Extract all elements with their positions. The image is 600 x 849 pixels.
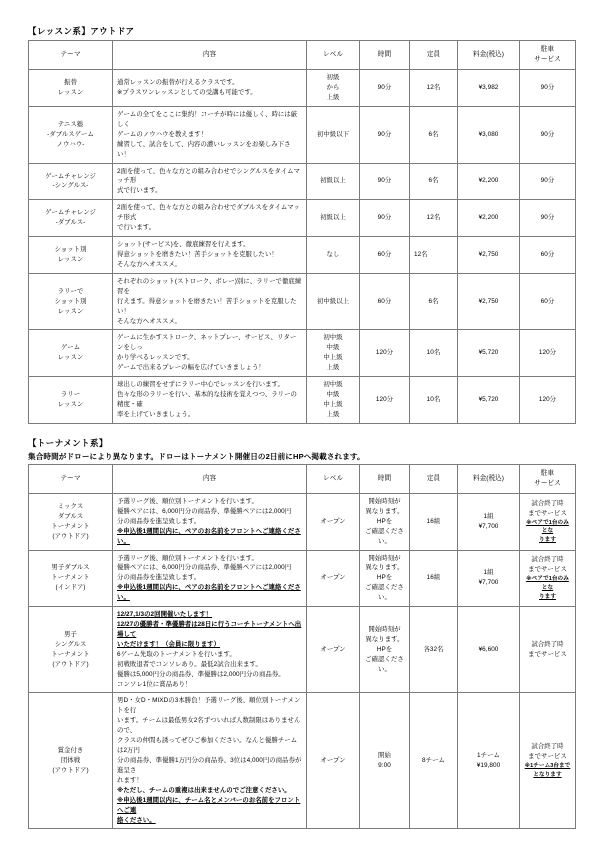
cell-content-line: 6ゲーム先取のトーナメントを行います。 xyxy=(117,650,236,658)
cell-content xyxy=(113,200,307,237)
cell-theme xyxy=(29,377,113,424)
cell-level-line: 中級 xyxy=(326,391,340,399)
cell-level-line: 上級 xyxy=(326,364,340,372)
table-row xyxy=(29,163,576,200)
cell-parking-line: 試合終了時 xyxy=(531,743,564,751)
header-capacity: 定員 xyxy=(410,464,458,493)
cell-capacity: 6名 xyxy=(410,273,458,330)
cell-content-line: 予選リーグ後、順位別トーナメントを行います。 xyxy=(117,554,258,562)
cell-content-line: ゲームに生かすストローク、ネットプレー、サービス、リターンをしっ xyxy=(117,334,297,352)
cell-parking: 120分 xyxy=(520,377,576,424)
cell-capacity: 6名 xyxy=(410,163,458,200)
cell-theme-line: (アウトドア) xyxy=(52,532,89,540)
cell-level-line: なし xyxy=(326,251,340,259)
cell-theme-line: ミックス xyxy=(57,502,84,510)
cell-theme-line: -シングルス- xyxy=(52,182,89,190)
cell-theme-line: ダブルス xyxy=(57,512,84,520)
header-content: 内容 xyxy=(113,41,307,70)
cell-content-line: ※申込後1週間以内に、ペアのお名前をフロントへご連絡ください。 xyxy=(117,584,301,602)
cell-parking-line: となります xyxy=(533,771,562,778)
section-spacer xyxy=(28,424,575,438)
cell-theme-line: トーナメント xyxy=(51,522,90,530)
cell-content-line: 率を上げていきましょう。 xyxy=(117,410,195,418)
cell-fee-line: ¥19,800 xyxy=(476,761,501,769)
cell-level xyxy=(307,106,360,163)
cell-fee: ¥2,200 xyxy=(458,163,520,200)
cell-level-line: 中上級 xyxy=(323,401,343,408)
table-row xyxy=(29,200,576,237)
cell-fee-line: ¥6,600 xyxy=(478,645,499,653)
cell-content xyxy=(113,493,307,550)
cell-theme xyxy=(29,200,113,237)
cell-fee-line: 1チーム xyxy=(477,752,500,760)
cell-fee: ¥2,200 xyxy=(458,200,520,237)
cell-parking-line: ※ペアで1台のみとな xyxy=(526,519,569,535)
cell-content-line: れます！ xyxy=(117,776,143,784)
cell-time: 90分 xyxy=(360,70,410,107)
cell-content-line: ※ただし、チームの重複は出来ませんのでご注意ください。 xyxy=(117,786,291,794)
header-level: レベル xyxy=(307,41,360,70)
cell-content-line: そんな方へオススメ。 xyxy=(117,317,181,325)
cell-content-line: ※申込後1週間以内に、チーム名とメンバーのお名前をフロントへご連 xyxy=(117,796,301,814)
cell-content-line: 分の商品券を進呈致します。 xyxy=(117,517,201,525)
cell-level xyxy=(307,493,360,550)
cell-fee-line: 1組 xyxy=(483,512,494,520)
cell-theme-line: 団体戦 xyxy=(60,757,81,765)
cell-content-line: 分の商品券を進呈致します。 xyxy=(117,574,201,582)
cell-content xyxy=(113,607,307,693)
cell-capacity: 12名 xyxy=(410,70,458,107)
cell-content-line: 絡ください。 xyxy=(117,816,156,824)
cell-level-line: 初級以上 xyxy=(320,214,346,222)
cell-capacity: 6名 xyxy=(410,106,458,163)
cell-theme xyxy=(29,106,113,163)
cell-content-line: 練習して、試合をして、内容の濃いレッスンをお楽しみ下さい！ xyxy=(117,140,291,158)
cell-theme-line: 賞金付き xyxy=(57,747,84,755)
cell-fee: ¥2,750 xyxy=(458,273,520,330)
cell-content-line: 2面を使って、色々な方との組み合わせでダブルスをタイムマッチ形式 xyxy=(117,204,300,222)
cell-fee-line: ¥7,700 xyxy=(478,522,499,530)
cell-content-line: 優勝は5,000円分の商品券、準優勝は2,000円分の商品券。 xyxy=(117,670,285,678)
cell-content xyxy=(113,106,307,163)
cell-content-line: ※申込後1週間以内に、ペアのお名前をフロントへご連絡ください。 xyxy=(117,527,301,545)
cell-content xyxy=(113,693,307,829)
cell-parking-line: までサービス xyxy=(528,650,567,658)
table-row xyxy=(29,330,576,377)
lesson-table xyxy=(28,40,576,424)
tournament-table xyxy=(28,464,576,830)
cell-content-line: 予選リーグ後、順位別トーナメントを行います。 xyxy=(117,497,258,505)
cell-level-line: オープン xyxy=(320,757,346,765)
cell-fee-line: 1組 xyxy=(483,569,494,577)
cell-level-line: 初級 xyxy=(326,74,340,82)
cell-content-line: クラスの仲間も誘ってぜひご参加ください。なんと優勝チームは2万円 xyxy=(117,737,298,755)
cell-fee xyxy=(458,607,520,693)
cell-capacity: 8チーム xyxy=(410,693,458,829)
cell-theme xyxy=(29,493,113,550)
cell-level-line: 初級以上 xyxy=(320,177,346,185)
cell-level xyxy=(307,200,360,237)
cell-content-line: 得意ショットを磨きたい！苦手ショットを克服したい！ xyxy=(117,251,278,259)
cell-content-line: 行えます。得意ショットを磨きたい！苦手ショットを克服したい！ xyxy=(117,297,297,315)
cell-level xyxy=(307,377,360,424)
header-time: 時間 xyxy=(360,464,410,493)
cell-content-line: かり学べるレッスンです。 xyxy=(117,354,194,362)
cell-content-line: いただけます！（会員に限ります） xyxy=(117,640,221,648)
cell-parking: 60分 xyxy=(520,273,576,330)
cell-content-line: コンソレ1位に賞品あり！ xyxy=(117,680,192,688)
cell-time: 90分 xyxy=(360,163,410,200)
cell-content-line: ゲームの全てをここに集約！コーチが時には優しく、時には厳しく xyxy=(117,110,298,128)
cell-time-line: 9:00 xyxy=(378,761,391,769)
tournament-section-title: 【トーナメント系】 xyxy=(28,437,108,448)
cell-level-line: 初中級以上 xyxy=(316,297,350,305)
cell-level-line: 初中級以下 xyxy=(316,130,350,138)
cell-parking xyxy=(520,550,576,607)
cell-theme-line: レッスン xyxy=(57,307,84,315)
cell-fee xyxy=(458,550,520,607)
cell-capacity: 16組 xyxy=(410,550,458,607)
cell-theme-line: ゲームチャレンジ xyxy=(45,209,96,217)
cell-content-line: それぞれのショット(ストローク、ボレー)別に、ラリーで徹底練習を xyxy=(117,277,302,295)
cell-content-line: ゲームのノウハウを教えます！ xyxy=(117,130,208,138)
cell-time-line: 異なります。HPを xyxy=(365,635,404,653)
cell-theme-line: トーナメント xyxy=(51,650,90,658)
cell-theme-line: レッスン xyxy=(57,354,84,362)
table-row xyxy=(29,70,576,107)
cell-fee: ¥3,080 xyxy=(458,106,520,163)
header-fee: 料金(税込) xyxy=(458,464,520,493)
table-row xyxy=(29,237,576,274)
cell-time: 120分 xyxy=(360,377,410,424)
tournament-table-body xyxy=(29,493,576,829)
header-content: 内容 xyxy=(113,464,307,493)
cell-time: 120分 xyxy=(360,330,410,377)
cell-parking-line: ります xyxy=(539,536,556,543)
cell-level-line: オープン xyxy=(320,517,346,525)
cell-parking-line: までサービス xyxy=(528,753,567,761)
cell-theme-line: ラリーで xyxy=(57,287,84,295)
cell-content-line: 式で行います。 xyxy=(117,187,162,195)
cell-theme-line: ショット別 xyxy=(54,297,87,305)
cell-theme-line: (インドア) xyxy=(55,584,86,592)
cell-content-line: 男D・女D・MIXDの3本勝負！予選リーグ後、順位別トーナメントを行 xyxy=(117,697,301,715)
cell-theme-line: トーナメント xyxy=(51,574,90,582)
cell-parking xyxy=(520,493,576,550)
cell-content xyxy=(113,550,307,607)
cell-theme xyxy=(29,237,113,274)
header-fee: 料金(税込) xyxy=(458,41,520,70)
cell-parking-line: ※ペアで1台のみとな xyxy=(526,576,569,591)
cell-time-line: ご確認ください。 xyxy=(365,584,404,602)
cell-level-line: 上級 xyxy=(326,94,340,102)
cell-level xyxy=(307,273,360,330)
cell-theme xyxy=(29,163,113,200)
cell-capacity: 各32名 xyxy=(410,607,458,693)
table-row xyxy=(29,550,576,607)
tournament-table-wrapper xyxy=(28,464,575,830)
tournament-section-note: 集合時間がドローにより異なります。ドローはトーナメント開催日の2日前にHPへ掲載されます。 xyxy=(28,452,365,462)
cell-content xyxy=(113,237,307,274)
cell-time-line: 開始時刻が xyxy=(368,497,401,505)
header-parking-line2: サービス xyxy=(534,479,561,487)
header-level: レベル xyxy=(307,464,360,493)
cell-time xyxy=(360,693,410,829)
cell-level xyxy=(307,330,360,377)
cell-time xyxy=(360,607,410,693)
header-parking-line1: 駐車 xyxy=(540,45,555,53)
cell-time: 90分 xyxy=(360,106,410,163)
cell-time-line: 異なります。HPを xyxy=(365,564,404,582)
lesson-table-wrapper xyxy=(28,40,575,424)
header-capacity: 定員 xyxy=(410,41,458,70)
cell-theme xyxy=(29,550,113,607)
cell-time: 60分 xyxy=(360,273,410,330)
cell-level-line: 上級 xyxy=(326,410,340,418)
cell-parking-line: ※1チーム3台まで xyxy=(524,763,571,770)
cell-level-line: 中上級 xyxy=(323,354,343,362)
cell-time-line: 異なります。HPを xyxy=(365,507,404,525)
cell-content-line: そんな方へオススメ。 xyxy=(117,260,181,268)
cell-theme-line: ゲーム xyxy=(60,344,81,352)
cell-content xyxy=(113,70,307,107)
cell-level-line: オープン xyxy=(320,574,346,582)
header-time: 時間 xyxy=(360,41,410,70)
cell-parking: 90分 xyxy=(520,106,576,163)
cell-content-line: 通常レッスンの振替が行えるクラスです。 xyxy=(117,79,239,87)
cell-parking-line: 試合終了時 xyxy=(531,640,564,648)
cell-theme-line: ショット別 xyxy=(54,246,87,254)
cell-fee xyxy=(458,493,520,550)
cell-fee: ¥5,720 xyxy=(458,330,520,377)
cell-capacity: 12名 xyxy=(410,237,458,274)
table-row xyxy=(29,377,576,424)
cell-theme xyxy=(29,693,113,829)
cell-level-line: から xyxy=(326,84,340,92)
cell-fee: ¥5,720 xyxy=(458,377,520,424)
cell-content xyxy=(113,273,307,330)
cell-content xyxy=(113,377,307,424)
cell-content-line: 色々な形のラリーを行い、基本的な技術を覚えつつ、ラリーの精度・確 xyxy=(117,391,297,408)
cell-theme-line: レッスン xyxy=(57,89,84,97)
table-row xyxy=(29,273,576,330)
cell-content-line: 2面を使って、色々な方との組み合わせでシングルスをタイムマッチ形 xyxy=(117,167,300,185)
cell-level-line: 中級 xyxy=(326,344,340,352)
table-row xyxy=(29,607,576,693)
cell-theme-line: 振替 xyxy=(64,79,77,87)
cell-theme xyxy=(29,607,113,693)
cell-level xyxy=(307,607,360,693)
cell-capacity: 10名 xyxy=(410,330,458,377)
cell-theme-line: 男子 xyxy=(64,630,77,638)
cell-parking xyxy=(520,693,576,829)
lesson-table-body xyxy=(29,70,576,424)
cell-level xyxy=(307,163,360,200)
cell-theme-line: (アウトドア) xyxy=(52,766,89,774)
cell-fee xyxy=(458,693,520,829)
tournament-header-row xyxy=(29,464,576,493)
cell-time-line: 開始時刻が xyxy=(368,554,401,562)
cell-content-line: 分の商品券、準優勝1万円分の商品券、3位は4,000円の商品券が進呈さ xyxy=(117,757,302,774)
table-row xyxy=(29,693,576,829)
cell-time-line: 開始 xyxy=(378,752,391,760)
cell-level-line: 初中級 xyxy=(323,381,343,389)
cell-parking xyxy=(520,607,576,693)
cell-parking-line: ります xyxy=(539,593,556,600)
cell-parking: 120分 xyxy=(520,330,576,377)
header-parking xyxy=(520,464,576,493)
cell-theme xyxy=(29,330,113,377)
cell-time-line: ご確認ください。 xyxy=(365,527,404,545)
header-parking-line2: サービス xyxy=(534,56,561,64)
cell-theme-line: レッスン xyxy=(57,401,84,408)
cell-parking: 60分 xyxy=(520,237,576,274)
cell-fee-line: ¥7,700 xyxy=(478,579,499,587)
cell-content-line: います。チームは最低男女2名ずついれば人数制限はありませんので、 xyxy=(117,717,301,735)
cell-content-line: 球出しの練習をせずにラリー中心でレッスンを行います。 xyxy=(117,381,284,389)
cell-parking-line: 試合終了時 xyxy=(531,499,564,507)
cell-parking: 90分 xyxy=(520,70,576,107)
cell-content-line: ※プラスワンレッスンとしての受講も可能です。 xyxy=(117,89,257,97)
cell-parking-line: までサービス xyxy=(528,509,567,517)
cell-level xyxy=(307,693,360,829)
cell-time-line: 開始時刻が xyxy=(368,625,401,633)
cell-theme-line: テニス塾 xyxy=(57,120,84,128)
cell-content-line: 12/27,1/3の2回開催いたします！ xyxy=(117,611,213,619)
cell-parking-line: 試合終了時 xyxy=(531,556,564,564)
cell-level xyxy=(307,70,360,107)
cell-theme-line: -ダブルスゲーム xyxy=(47,130,94,138)
cell-parking: 90分 xyxy=(520,163,576,200)
tournament-table-head xyxy=(29,464,576,493)
cell-time xyxy=(360,493,410,550)
cell-theme-line: (アウトドア) xyxy=(52,660,89,668)
cell-time: 60分 xyxy=(360,237,410,274)
cell-capacity: 16組 xyxy=(410,493,458,550)
cell-time: 90分 xyxy=(360,200,410,237)
lesson-section-title: 【レッスン系】アウトドア xyxy=(28,26,135,36)
table-row xyxy=(29,493,576,550)
cell-theme-line: -ダブルス- xyxy=(55,219,86,227)
cell-content-line: 優勝ペアには、6,000円分の商品券、準優勝ペアには2,000円 xyxy=(117,564,292,572)
cell-level-line: オープン xyxy=(320,645,346,653)
cell-content-line: で行います。 xyxy=(117,224,156,232)
cell-theme xyxy=(29,273,113,330)
cell-theme-line: レッスン xyxy=(57,255,84,263)
lesson-header-row xyxy=(29,41,576,70)
cell-content-line: 優勝ペアには、6,000円分の商品券、準優勝ペアには2,000円 xyxy=(117,507,292,515)
cell-parking: 90分 xyxy=(520,200,576,237)
cell-level-line: 初中級 xyxy=(323,334,343,342)
cell-fee: ¥3,982 xyxy=(458,70,520,107)
table-row xyxy=(29,106,576,163)
cell-theme-line: シングルス xyxy=(54,640,87,648)
cell-capacity: 10名 xyxy=(410,377,458,424)
cell-theme-line: ノウハウ- xyxy=(56,140,85,148)
header-theme: テーマ xyxy=(29,41,113,70)
cell-content xyxy=(113,330,307,377)
cell-theme-line: ラリー xyxy=(60,391,81,399)
cell-theme-line: 男子ダブルス xyxy=(51,564,90,572)
cell-content xyxy=(113,163,307,200)
cell-level xyxy=(307,550,360,607)
header-parking xyxy=(520,41,576,70)
cell-parking-line: までサービス xyxy=(528,566,567,574)
header-theme: テーマ xyxy=(29,464,113,493)
cell-time xyxy=(360,550,410,607)
cell-fee: ¥2,750 xyxy=(458,237,520,274)
cell-content-line: ゲームで出来るプレーの幅を広げていきましょう！ xyxy=(117,364,265,372)
cell-content-line: ショット(サービス)を、徹底練習を行えます。 xyxy=(117,241,250,249)
lesson-table-head xyxy=(29,41,576,70)
cell-theme xyxy=(29,70,113,107)
cell-level xyxy=(307,237,360,274)
header-parking-line1: 駐車 xyxy=(540,469,555,477)
cell-time-line: ご確認ください。 xyxy=(365,655,404,673)
cell-content-line: 初戦敗退者でコンソレあり。最低2試合出来ます。 xyxy=(117,660,262,668)
cell-content-line: 12/27の優勝者・準優勝者は28日に行うコーチトーナメントへ出場して xyxy=(117,621,302,638)
cell-theme-line: ゲームチャレンジ xyxy=(45,172,96,180)
cell-capacity: 12名 xyxy=(410,200,458,237)
